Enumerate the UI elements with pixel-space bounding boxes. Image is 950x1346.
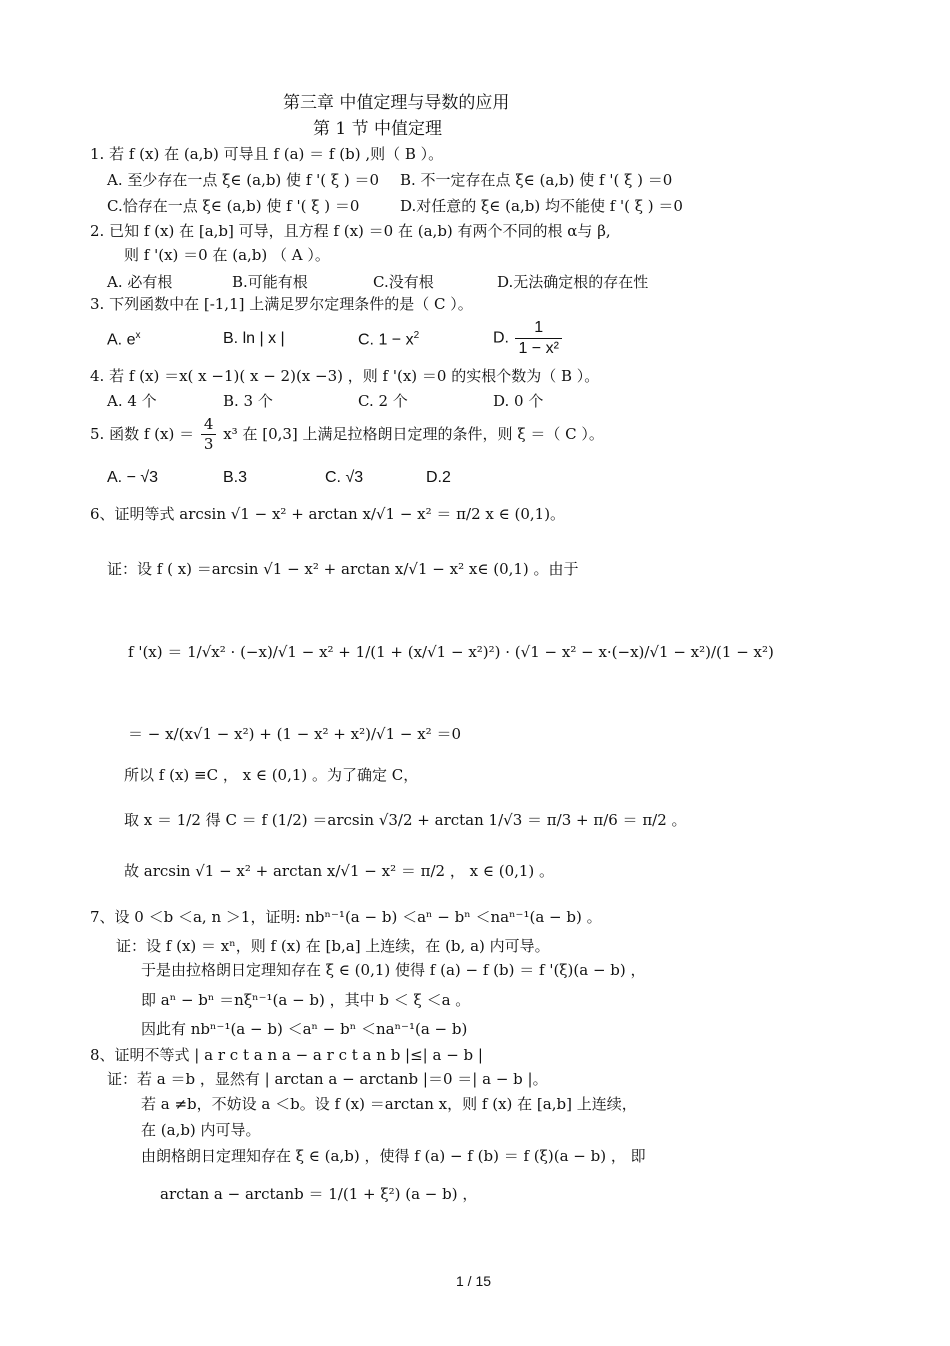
q4-option-a: A. 4 个 — [107, 392, 157, 410]
q5-option-a: A. − √3 — [107, 469, 159, 486]
page-number: 1 / 15 — [456, 1273, 492, 1289]
q3-option-b: B. ln | x | — [223, 330, 285, 347]
q5-fraction-denominator: 3 — [203, 435, 214, 453]
q6-proof-conclusion: 故 arcsin √1 − x² + arctan x/√1 − x² ＝ π/2 ， x ∈ (0,1) 。 — [124, 862, 555, 880]
q8-proof-line5: arctan a − arctanb ＝ 1/(1 + ξ²) (a − b) ， — [160, 1185, 478, 1203]
q3-option-d-label: D. — [493, 329, 509, 347]
q5-stem-prefix: 5. 函数 f (x) ＝ — [90, 425, 195, 443]
q3-option-d-denominator: 1 − x² — [518, 340, 559, 357]
q7-proof-line3: 即 aⁿ − bⁿ ＝nξⁿ⁻¹(a − b) ，其中 b ＜ ξ ＜a 。 — [141, 991, 471, 1009]
q2-option-b: B.可能有根 — [232, 273, 308, 291]
q1-option-c: C.恰存在一点 ξ∈ (a,b) 使 f '( ξ ) ＝0 — [107, 197, 360, 215]
q3-option-d — [493, 320, 564, 357]
q8-proof-line4: 由朗格朗日定理知存在 ξ ∈ (a,b) ，使得 f (a) − f (b) ＝ f (ξ)(a − b) ， 即 — [141, 1147, 646, 1165]
q5-option-c: C. √3 — [325, 469, 364, 486]
q1-option-d: D.对任意的 ξ∈ (a,b) 均不能使 f '( ξ ) ＝0 — [400, 197, 683, 215]
q2-option-d: D.无法确定根的存在性 — [497, 273, 649, 291]
q2-stem-line1: 2. 已知 f (x) 在 [a,b] 可导，且方程 f (x) ＝0 在 (a,b) 有两个不同的根 α与 β, — [90, 222, 611, 240]
q5-fraction — [201, 417, 217, 452]
q2-option-a: A. 必有根 — [107, 273, 173, 291]
q1-option-a: A. 至少存在一点 ξ∈ (a,b) 使 f '( ξ ) ＝0 — [107, 171, 380, 189]
q6-proof-line1: 证：设 f ( x) ＝arcsin √1 − x² + arctan x/√1 − x² x∈ (0,1) 。由于 — [107, 560, 579, 578]
q3-option-c-exponent: 2 — [413, 330, 420, 341]
q5-fraction-numerator: 4 — [201, 417, 217, 435]
q6-proof-simplify: ＝ − x/(x√1 − x²) + (1 − x² + x²)/√1 − x² ＝0 — [128, 725, 462, 743]
q4-option-d: D. 0 个 — [493, 392, 544, 410]
q8-proof-line2: 若 a ≠b，不妨设 a ＜b。设 f (x) ＝arctan x，则 f (x) 在 [a,b] 上连续， — [141, 1095, 637, 1113]
q7-proof-line2: 于是由拉格朗日定理知存在 ξ ∈ (0,1) 使得 f (a) − f (b) ＝ f '(ξ)(a − b) ， — [141, 961, 646, 979]
q3-option-a — [107, 331, 140, 348]
q3-option-a-base: A. e — [107, 331, 136, 349]
q3-option-a-exponent: x — [135, 330, 141, 341]
q5-stem — [90, 417, 604, 452]
q5-option-b: B.3 — [223, 469, 248, 486]
q3-stem: 3. 下列函数中在 [-1,1] 上满足罗尔定理条件的是（ C ）。 — [90, 295, 473, 313]
q3-option-d-numerator: 1 — [515, 320, 561, 339]
q4-option-b: B. 3 个 — [223, 392, 273, 410]
q1-stem: 1. 若 f (x) 在 (a,b) 可导且 f (a) ＝ f (b) ,则（ B ）。 — [90, 145, 444, 163]
q3-option-d-fraction — [515, 320, 561, 357]
q6-proof-evaluate: 取 x ＝ 1/2 得 C ＝ f (1/2) ＝arcsin √3/2 + arctan 1/√3 ＝ π/3 + π/6 ＝ π/2 。 — [124, 811, 687, 829]
q8-proof-line1: 证：若 a ＝b ，显然有 | arctan a − arctanb |＝0 ＝| a − b |。 — [107, 1070, 548, 1088]
q6-proof-derivative: f '(x) ＝ 1/√x² · (−x)/√1 − x² + 1/(1 + (x/√1 − x²)²) · (√1 − x² − x·(−x)/√1 − x²)/(1 − x²) — [128, 643, 774, 661]
q3-option-c-base: C. 1 − x — [358, 331, 414, 349]
q7-stem: 7、设 0 ＜b ＜a, n ＞1，证明: nbⁿ⁻¹(a − b) ＜aⁿ − bⁿ ＜naⁿ⁻¹(a − b) 。 — [90, 908, 602, 926]
q2-option-c: C.没有根 — [373, 273, 434, 291]
q3-option-c — [358, 331, 419, 348]
q8-stem: 8、证明不等式 | a r c t a n a − a r c t a n b |≤| a − b | — [90, 1046, 483, 1064]
q7-proof-line1: 证：设 f (x) ＝ xⁿ，则 f (x) 在 [b,a] 上连续，在 (b, a) 内可导。 — [116, 937, 550, 955]
q6-proof-constant: 所以 f (x) ≡C ， x ∈ (0,1) 。为了确定 C， — [124, 766, 419, 784]
q4-option-c: C. 2 个 — [358, 392, 408, 410]
q2-stem-line2: 则 f '(x) ＝0 在 (a,b) （ A ）。 — [124, 246, 330, 264]
q8-proof-line3: 在 (a,b) 内可导。 — [141, 1121, 261, 1139]
section-title: 第 1 节 中值定理 — [313, 119, 443, 139]
q6-stem: 6、证明等式 arcsin √1 − x² + arctan x/√1 − x² ＝ π/2 x ∈ (0,1)。 — [90, 505, 566, 523]
q1-option-b: B. 不一定存在点 ξ∈ (a,b) 使 f '( ξ ) ＝0 — [400, 171, 673, 189]
q7-proof-line4: 因此有 nbⁿ⁻¹(a − b) ＜aⁿ − bⁿ ＜naⁿ⁻¹(a − b) — [141, 1020, 468, 1038]
q5-stem-suffix: x³ 在 [0,3] 上满足拉格朗日定理的条件，则 ξ ＝（ C ）。 — [223, 425, 604, 443]
q4-stem: 4. 若 f (x) ＝x( x −1)( x − 2)(x −3) ，则 f '(x) ＝0 的实根个数为（ B ）。 — [90, 367, 600, 385]
chapter-title: 第三章 中值定理与导数的应用 — [283, 93, 510, 113]
q5-option-d: D.2 — [426, 469, 451, 486]
